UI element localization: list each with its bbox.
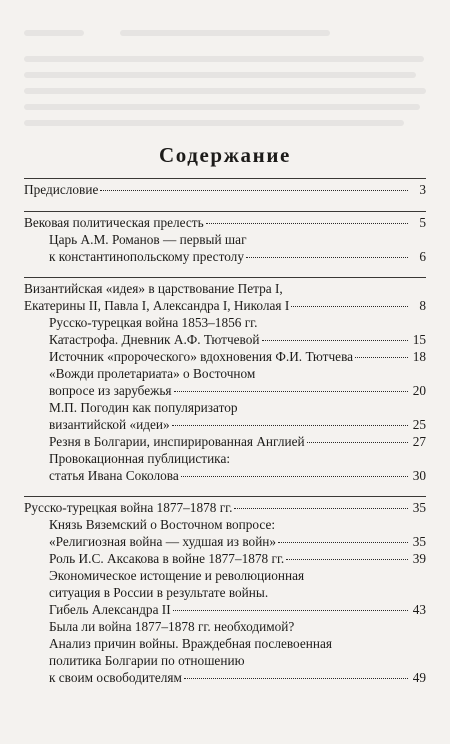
- dot-leader: [291, 306, 408, 307]
- toc-subentry[interactable]: [24, 314, 426, 348]
- toc-entry-title-cont: ситуация в России в результате войны.: [49, 585, 269, 600]
- toc-entry-title-cont: статья Ивана Соколова: [49, 468, 179, 483]
- toc-subentry[interactable]: [24, 567, 426, 618]
- toc-entry-preface[interactable]: [24, 181, 426, 198]
- bleed-through-text: [0, 0, 450, 140]
- dot-leader: [184, 678, 408, 679]
- toc-entry-title-cont: Катастрофа. Дневник А.Ф. Тютчевой: [49, 332, 260, 347]
- toc-entry-title: М.П. Погодин как популяризатор: [49, 400, 238, 415]
- toc-entry-title: Была ли война 1877–1878 гг. необходимой?: [49, 619, 295, 634]
- toc-entry-title: Князь Вяземский о Восточном вопросе:: [49, 517, 276, 532]
- toc-entry-title-cont: Анализ причин войны. Враждебная послевоенная: [49, 636, 333, 651]
- toc-entry-title: Провокационная публицистика:: [49, 451, 231, 466]
- dot-leader: [286, 559, 408, 560]
- toc-page-number: 18: [412, 349, 426, 364]
- toc-entry-section-2[interactable]: [24, 280, 426, 314]
- toc-entry-title: Византийская «идея» в царствование Петра I,: [24, 281, 283, 296]
- dot-leader: [100, 190, 408, 191]
- toc-subentry[interactable]: [24, 550, 426, 567]
- toc-entry-title: Предисловие: [24, 182, 99, 197]
- toc-page-number: 35: [412, 534, 426, 549]
- toc-entry-title: Резня в Болгарии, инспирированная Англией: [49, 434, 305, 449]
- toc-subentry[interactable]: [24, 365, 426, 399]
- dot-leader: [355, 357, 408, 358]
- toc-entry-title: Источник «пророческого» вдохновения Ф.И. Тютчева: [49, 349, 354, 364]
- toc-subentry[interactable]: [24, 433, 426, 450]
- toc-page-number: 35: [412, 500, 426, 515]
- toc-page-number: 49: [412, 670, 426, 685]
- toc-page-number: 25: [412, 417, 426, 432]
- toc-page-number: 43: [412, 602, 426, 617]
- dot-leader: [307, 442, 408, 443]
- toc-entry-title: Русско-турецкая война 1853–1856 гг.: [49, 315, 258, 330]
- toc-entry-title-cont: политика Болгарии по отношению: [49, 653, 245, 668]
- toc-page-number: 3: [419, 182, 426, 197]
- toc-page-number: 39: [412, 551, 426, 566]
- toc-subentry[interactable]: [24, 231, 426, 265]
- toc-entry-title-cont: к константинопольскому престолу: [49, 249, 244, 264]
- toc-subentry[interactable]: [24, 516, 426, 550]
- toc-entry-section-3[interactable]: [24, 499, 426, 516]
- dot-leader: [172, 425, 408, 426]
- toc-subentry[interactable]: [24, 399, 426, 433]
- toc-subentry[interactable]: [24, 618, 426, 686]
- toc-page-number: 30: [412, 468, 426, 483]
- table-of-contents: [24, 178, 426, 686]
- toc-entry-title-cont: вопросе из зарубежья: [49, 383, 172, 398]
- dot-leader: [174, 391, 408, 392]
- toc-entry-title-cont: византийской «идеи»: [49, 417, 170, 432]
- toc-entry-title: Роль И.С. Аксакова в войне 1877–1878 гг.: [49, 551, 285, 566]
- dot-leader: [234, 508, 408, 509]
- toc-page-number: 6: [419, 249, 426, 264]
- toc-subentry[interactable]: [24, 450, 426, 484]
- dot-leader: [181, 476, 408, 477]
- toc-page-number: 20: [412, 383, 426, 398]
- toc-entry-title-cont: Гибель Александра II: [49, 602, 171, 617]
- dot-leader: [278, 542, 408, 543]
- dot-leader: [246, 257, 408, 258]
- toc-page-number: 27: [412, 434, 426, 449]
- toc-entry-section-1[interactable]: [24, 214, 426, 231]
- toc-entry-title-cont: к своим освободителям: [49, 670, 182, 685]
- toc-entry-title: Вековая политическая прелесть: [24, 215, 204, 230]
- page-title: Содержание: [159, 143, 291, 167]
- toc-subentry[interactable]: [24, 348, 426, 365]
- toc-page-number: 8: [419, 298, 426, 313]
- toc-entry-title: «Вожди пролетариата» о Восточном: [49, 366, 256, 381]
- dot-leader: [206, 223, 408, 224]
- toc-entry-title: Русско-турецкая война 1877–1878 гг.: [24, 500, 233, 515]
- toc-entry-title: Экономическое истощение и революционная: [49, 568, 305, 583]
- toc-entry-title-cont: Екатерины II, Павла I, Александра I, Николая I: [24, 298, 290, 313]
- toc-entry-title-cont: «Религиозная война — худшая из войн»: [49, 534, 277, 549]
- dot-leader: [262, 340, 409, 341]
- toc-entry-title: Царь А.М. Романов — первый шаг: [49, 232, 247, 247]
- toc-page-number: 15: [412, 332, 426, 347]
- dot-leader: [173, 610, 408, 611]
- toc-page-number: 5: [419, 215, 426, 230]
